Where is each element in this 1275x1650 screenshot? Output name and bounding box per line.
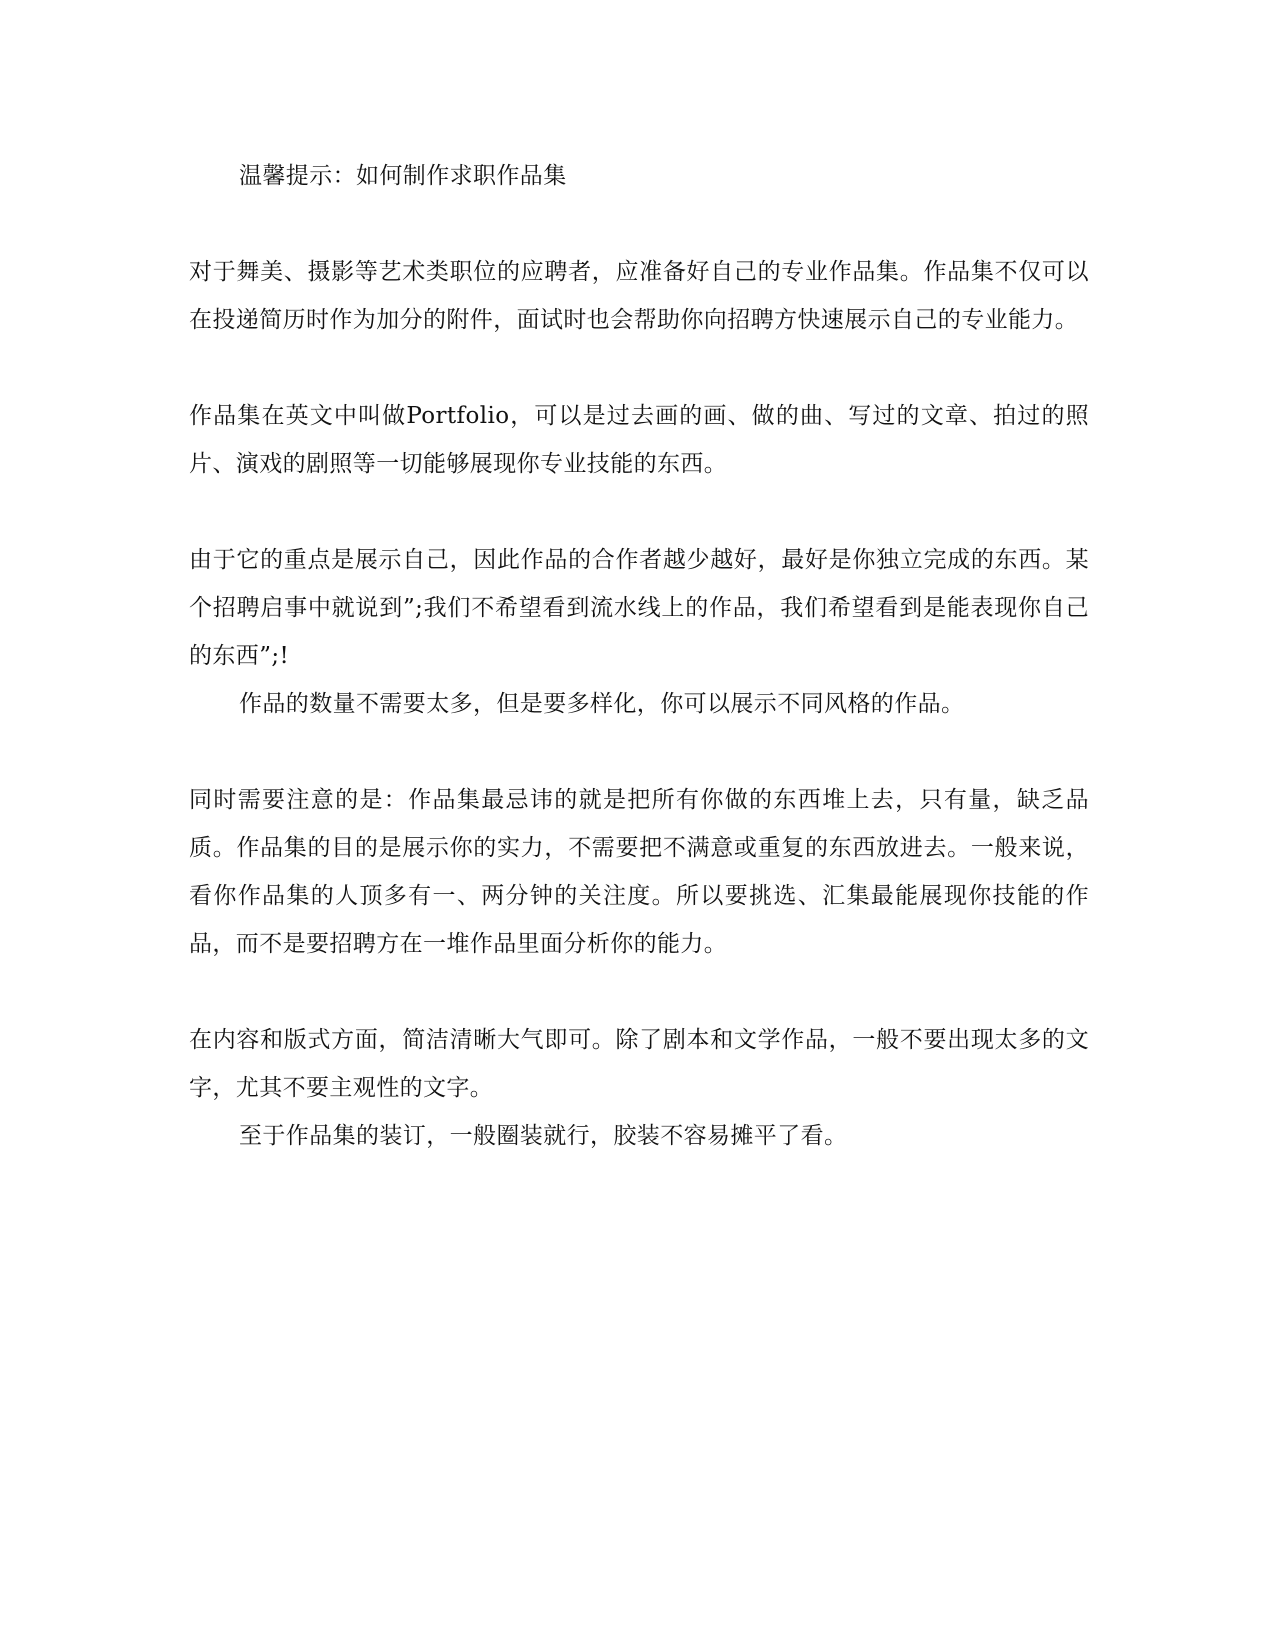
paragraph-binding: 至于作品集的装订，一般圈装就行，胶装不容易摊平了看。: [239, 1123, 848, 1149]
paragraph-intro: 对于舞美、摄影等艺术类职位的应聘者，应准备好自己的专业作品集。作品集不仅可以在投递简历时作为加分的附件，面试时也会帮助你向招聘方快速展示自己的专业能力。: [189, 259, 1089, 333]
paragraph-layout: 在内容和版式方面，简洁清晰大气即可。除了剧本和文学作品，一般不要出现太多的文字，尤其不要主观性的文字。: [189, 1027, 1089, 1101]
paragraph-portfolio-definition: 作品集在英文中叫做Portfolio，可以是过去画的画、做的曲、写过的文章、拍过的照片、演戏的剧照等一切能够展现你专业技能的东西。: [189, 403, 1089, 477]
document-title: 温馨提示：如何制作求职作品集: [239, 163, 567, 189]
paragraph-quality: 同时需要注意的是：作品集最忌讳的就是把所有你做的东西堆上去，只有量，缺乏品质。作品集的目的是展示你的实力，不需要把不满意或重复的东西放进去。一般来说，看你作品集的人顶多有一、两分钟的关注度。所以要挑选、汇集最能展现你技能的作品，而不是要招聘方在一堆作品里面分析你的能力。: [189, 787, 1089, 957]
document-body: [189, 152, 1089, 1160]
paragraph-quantity: 作品的数量不需要太多，但是要多样化，你可以展示不同风格的作品。: [239, 691, 965, 717]
paragraph-independent-work: 由于它的重点是展示自己，因此作品的合作者越少越好，最好是你独立完成的东西。某个招聘启事中就说到”;我们不希望看到流水线上的作品，我们希望看到是能表现你自己的东西”;!: [189, 547, 1089, 669]
